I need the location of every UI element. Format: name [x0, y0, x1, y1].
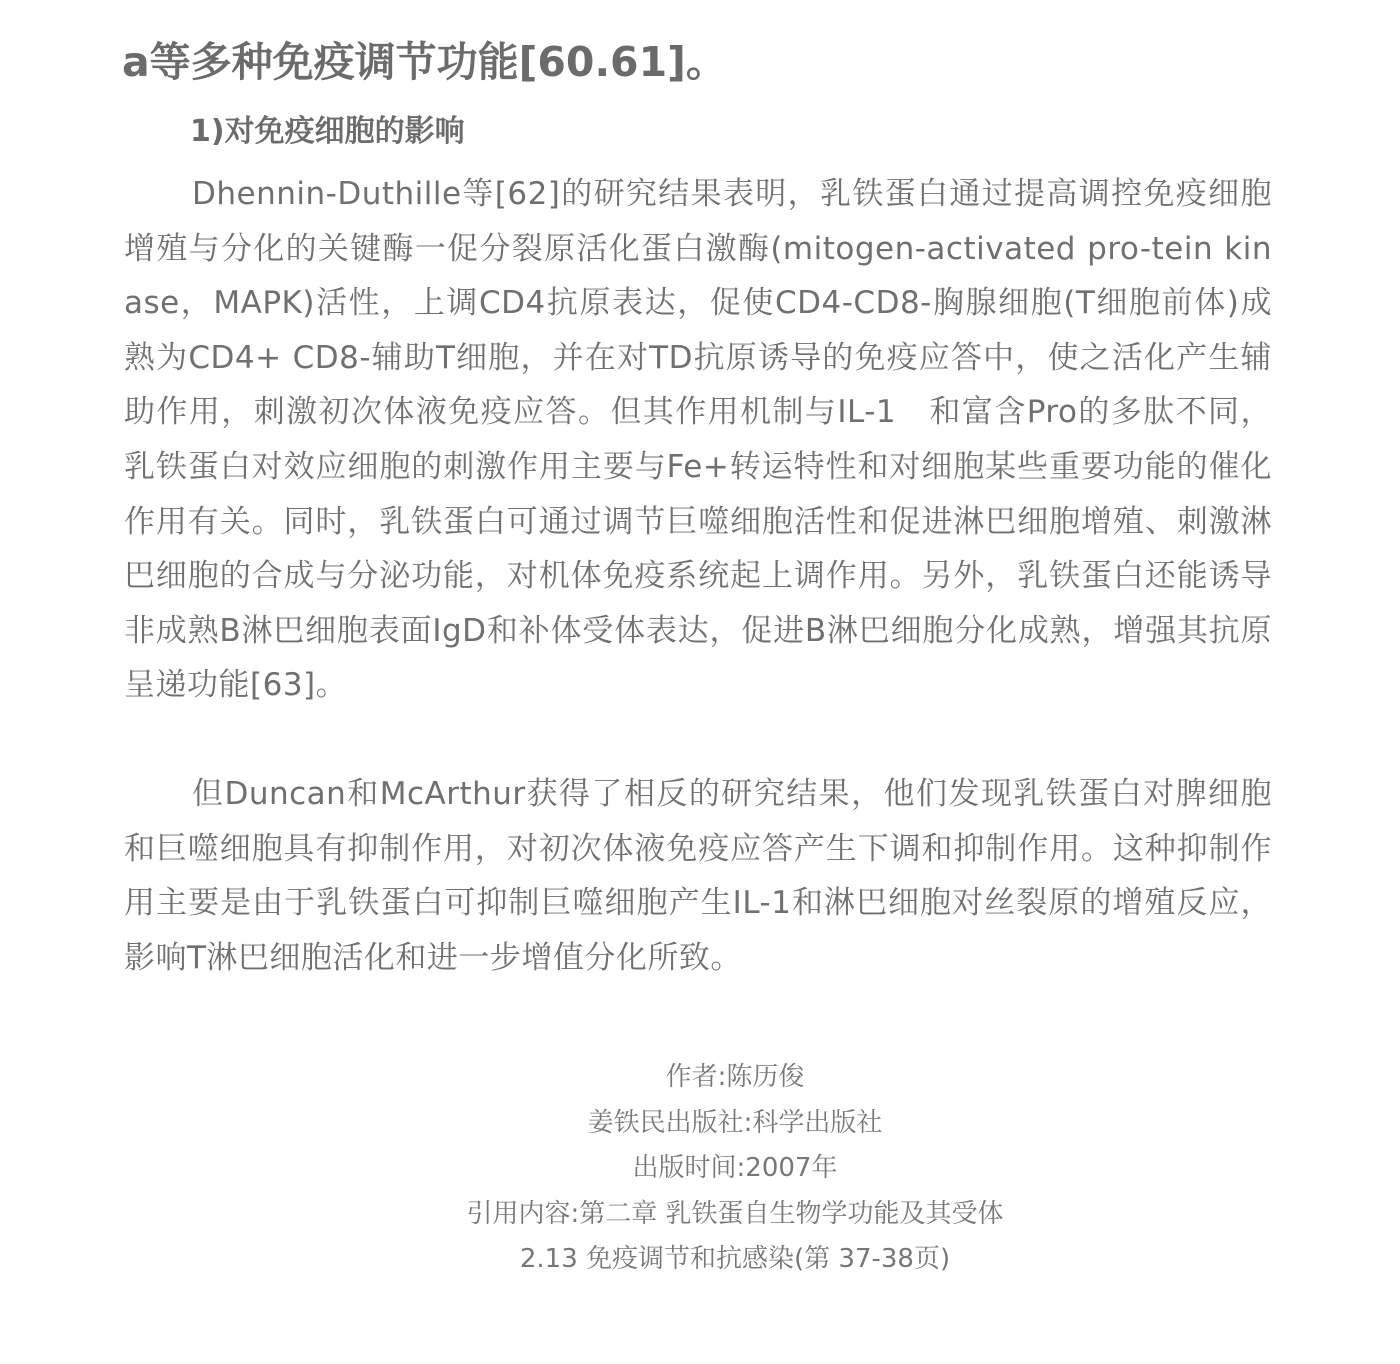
credit-citation-pages: 2.13 免疫调节和抗感染(第 37-38页): [519, 1244, 951, 1274]
paragraph-immune-cells: Dhennin-Duthille等[62]的研究结果表明，乳铁蛋白通过提高调控免疫细胞增殖与分化的关键酶一促分裂原活化蛋白激酶(mitogen-activated pro-tein kinase，MAPK)活性，上调CD4抗原表达，促使CD4-CD8-胸腺细胞(T细胞前体)成熟为CD4+ CD8-辅助T细胞，并在对TD抗原诱导的免疫应答中，使之活化产生辅助作用，刺激初次体液免疫应答。但其作用机制与IL-1 和富含Pro的多肽不同，乳铁蛋白对效应细胞的刺激作用主要与Fe+转运特性和对细胞某些重要功能的催化作用有关。同时，乳铁蛋白可通过调节巨噬细胞活性和促进淋巴细胞增殖、刺激淋巴细胞的合成与分泌功能，对机体免疫系统起上调作用。另外，乳铁蛋白还能诱导非成熟B淋巴细胞表面IgD和补体受体表达，促进B淋巴细胞分化成熟，增强其抗原呈递功能[63]。: [124, 176, 1272, 704]
credits-block: [0, 1055, 1400, 1283]
credit-author: 作者:陈历俊: [665, 1062, 805, 1092]
credit-publisher: 姜铁民出版社:科学出版社: [587, 1107, 883, 1138]
credit-publish-time: 出版时间:2007年: [632, 1153, 838, 1183]
top-heading: a等多种免疫调节功能[60.61]。: [122, 38, 727, 86]
credit-citation: 引用内容:第二章 乳铁蛋自生物学功能及其受体: [466, 1198, 1004, 1229]
section-title: 1)对免疫细胞的影响: [190, 114, 465, 149]
paragraph-contrary-findings: 但Duncan和McArthur获得了相反的研究结果，他们发现乳铁蛋白对脾细胞和巨噬细胞具有抑制作用，对初次体液免疫应答产生下调和抑制作用。这种抑制作用主要是由于乳铁蛋白可抑制巨噬细胞产生IL-1和淋巴细胞对丝裂原的增殖反应，影响T淋巴细胞活化和进一步增值分化所致。: [124, 776, 1272, 976]
